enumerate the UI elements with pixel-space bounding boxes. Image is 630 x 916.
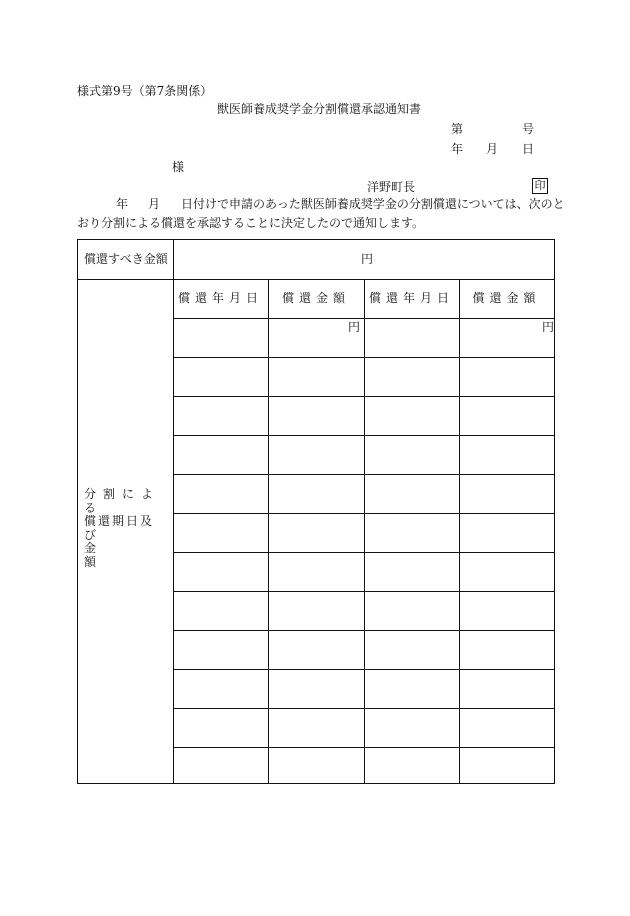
amount-due-yen-unit[interactable]: 円	[361, 252, 374, 266]
installment-label-text: 償還期日及び	[84, 514, 155, 542]
installment-label-line	[84, 487, 167, 514]
column-header-repayment-amount: 償還金額	[281, 291, 350, 305]
table-rule	[173, 474, 554, 475]
date-month-label: 月	[486, 142, 499, 156]
table-rule	[173, 240, 174, 279]
installment-label-line	[84, 541, 167, 568]
table-rule	[173, 552, 554, 553]
column-header-repayment-date: 償還年月日	[177, 291, 263, 305]
installment-row-label	[84, 487, 167, 568]
body-year-label: 年	[116, 197, 129, 211]
issuer-name: 洋野町長	[367, 180, 416, 194]
table-rule	[173, 435, 554, 436]
date-day-label: 日	[522, 142, 535, 156]
installment-table	[77, 239, 555, 784]
table-rule	[173, 318, 554, 319]
notice-number-prefix: 第	[451, 122, 464, 136]
column-header-repayment-amount: 償還金額	[472, 291, 541, 305]
table-rule	[173, 630, 554, 631]
addressee-suffix: 様	[172, 160, 185, 174]
table-rule	[173, 747, 554, 748]
amount-yen-unit: 円	[542, 320, 555, 334]
installment-label-line	[84, 514, 167, 541]
body-month-label: 月	[148, 197, 161, 211]
amount-due-label: 償還すべき金額	[84, 252, 168, 266]
column-header-repayment-date: 償還年月日	[368, 291, 454, 305]
table-rule	[173, 591, 554, 592]
document-title: 獣医師養成奨学金分割償還承認通知書	[217, 102, 422, 116]
table-rule	[173, 669, 554, 670]
table-rule	[173, 357, 554, 358]
seal-mark: 印	[532, 178, 548, 194]
body-text-line-2: おり分割による償還を承認することに決定したので通知します。	[77, 216, 425, 230]
installment-label-text: 金額	[84, 541, 155, 569]
notice-number-suffix: 号	[522, 122, 535, 136]
table-rule	[78, 279, 554, 280]
installment-label-text: 分割による	[84, 487, 161, 515]
amount-yen-unit: 円	[348, 320, 361, 334]
date-year-label: 年	[451, 142, 464, 156]
table-rule	[173, 513, 554, 514]
form-number: 様式第9号（第7条関係）	[77, 84, 213, 98]
table-rule	[173, 396, 554, 397]
body-text-main: 日付けで申請のあった獣医師養成奨学金の分割償還については、次のと	[181, 197, 565, 211]
table-rule	[173, 708, 554, 709]
